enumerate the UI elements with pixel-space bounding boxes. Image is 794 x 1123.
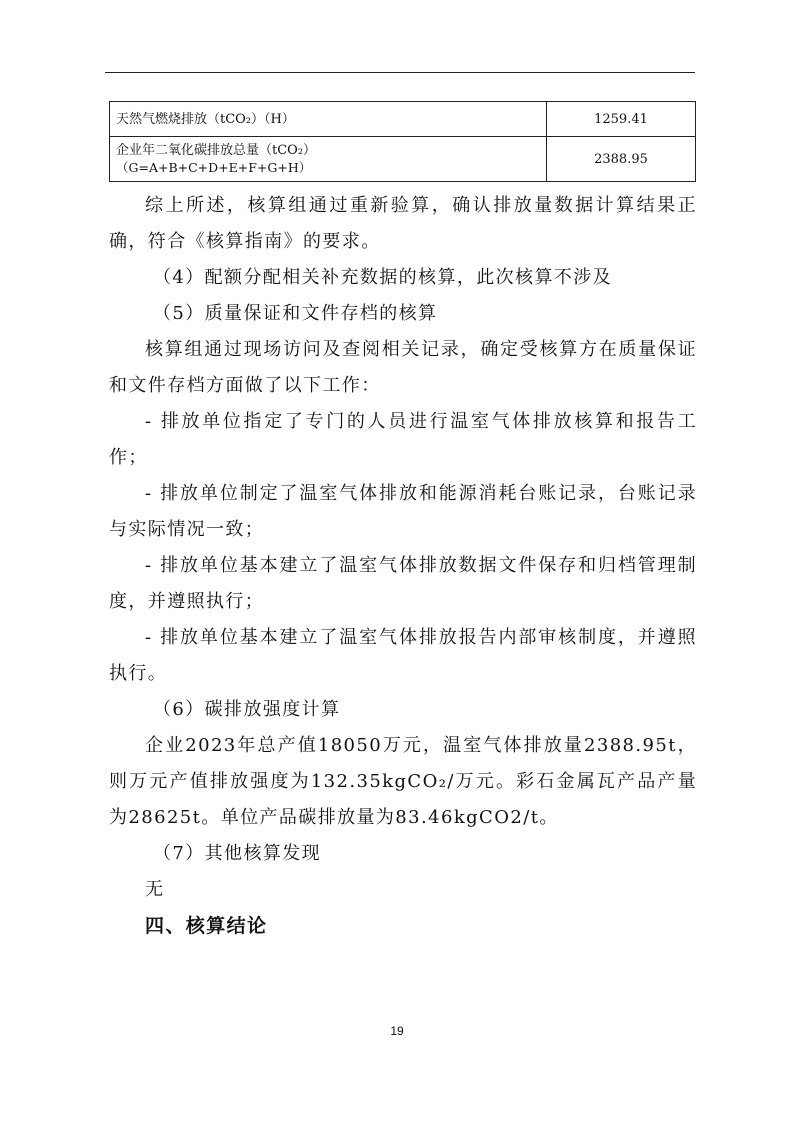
row-label: 天然气燃烧排放（tCO₂）（H）: [116, 111, 295, 127]
paragraph-intensity: 企业2023年总产值18050万元，温室气体排放量2388.95t，则万元产值排放强度为132.35kgCO₂/万元。彩石金属瓦产品产量为28625t。单位产品碳排放量为83.46kgCO2/t。: [109, 735, 697, 828]
table-row: [110, 102, 696, 137]
row-value: 1259.41: [594, 111, 648, 127]
row-label: 企业年二氧化碳排放总量（tCO₂）: [116, 143, 317, 158]
table-value-cell: [547, 137, 696, 182]
paragraph-item-4: （4）配额分配相关补充数据的核算，此次核算不涉及: [153, 267, 613, 288]
page-number: 19: [390, 1024, 404, 1038]
paragraph-summary: 综上所述，核算组通过重新验算，确认排放量数据计算结果正确，符合《核算指南》的要求。: [109, 195, 697, 252]
paragraph-quality-intro: 核算组通过现场访问及查阅相关记录，确定受核算方在质量保证和文件存档方面做了以下工作：: [109, 339, 697, 396]
paragraph-bullet-3: - 排放单位基本建立了温室气体排放数据文件保存和归档管理制度，并遵照执行；: [109, 555, 697, 612]
table-label-cell: [110, 137, 547, 182]
paragraph-item-7: （7）其他核算发现: [153, 843, 322, 864]
table-label-cell: [110, 102, 547, 137]
body-text: [109, 188, 697, 944]
header-rule: [105, 72, 695, 73]
section-heading: 四、核算结论: [145, 915, 268, 937]
paragraph-bullet-1: - 排放单位指定了专门的人员进行温室气体排放核算和报告工作；: [109, 411, 697, 468]
row-value: 2388.95: [594, 151, 648, 167]
table-value-cell: [547, 102, 696, 137]
paragraph-item-6: （6）碳排放强度计算: [153, 699, 341, 720]
paragraph-bullet-2: - 排放单位制定了温室气体排放和能源消耗台账记录，台账记录与实际情况一致；: [109, 483, 697, 540]
paragraph-item-5: （5）质量保证和文件存档的核算: [153, 303, 438, 324]
paragraph-none: 无: [145, 879, 165, 900]
paragraph-bullet-4: - 排放单位基本建立了温室气体排放报告内部审核制度，并遵照执行。: [109, 627, 697, 684]
emissions-table: [109, 101, 696, 182]
table-row: [110, 137, 696, 182]
row-formula: （G=A+B+C+D+E+F+G+H）: [116, 160, 312, 175]
